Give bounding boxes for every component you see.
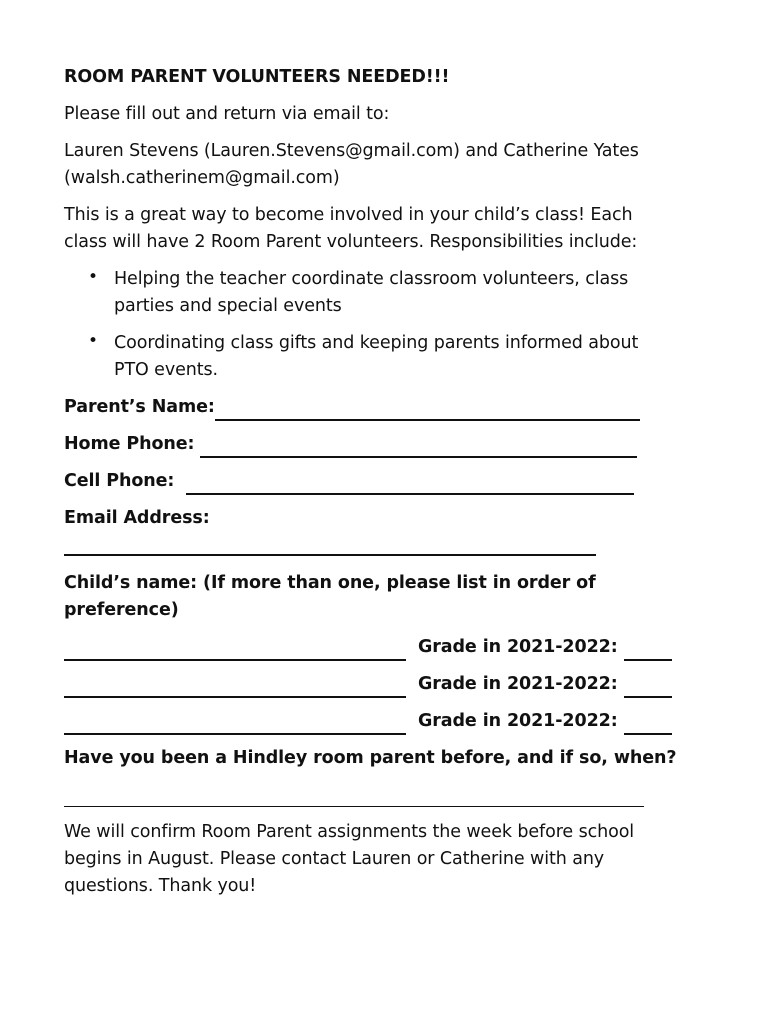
cell-phone-blank[interactable] (186, 474, 634, 495)
responsibility-line: parties and special events (114, 296, 342, 316)
child-prompt-line-1: Child’s name: (If more than one, please list in order of (64, 573, 596, 593)
child-name-blank[interactable] (64, 640, 406, 661)
grade-blank[interactable] (624, 677, 672, 698)
grade-label: Grade in 2021-2022: (418, 711, 618, 731)
responsibility-line: Helping the teacher coordinate classroom volunteers, class (114, 269, 629, 289)
contacts-line-2: (walsh.catherinem@gmail.com) (64, 168, 340, 188)
closing-line-1: We will confirm Room Parent assignments the week before school (64, 822, 635, 842)
bullet-icon: • (88, 267, 99, 287)
email-address-label: Email Address: (64, 508, 210, 528)
responsibility-line: Coordinating class gifts and keeping parents informed about (114, 333, 639, 353)
previous-room-parent-blank[interactable] (64, 772, 644, 807)
parent-name-blank[interactable] (215, 400, 640, 421)
child-row (64, 708, 704, 735)
cell-phone-field (64, 468, 704, 495)
volunteer-form (64, 64, 704, 900)
responsibility-line: PTO events. (114, 360, 219, 380)
home-phone-label: Home Phone: (64, 434, 201, 454)
closing-line-2: begins in August. Please contact Lauren or Catherine with any (64, 849, 605, 869)
responsibilities-list (64, 266, 704, 384)
child-row (64, 671, 704, 698)
child-name-blank[interactable] (64, 677, 406, 698)
responsibility-item (88, 266, 704, 320)
grade-blank[interactable] (624, 640, 672, 661)
closing-line-3: questions. Thank you! (64, 876, 257, 896)
closing-paragraph (64, 819, 704, 900)
form-title: ROOM PARENT VOLUNTEERS NEEDED!!! (64, 67, 450, 87)
parent-name-label: Parent’s Name: (64, 397, 215, 417)
grade-label: Grade in 2021-2022: (418, 674, 618, 694)
home-phone-blank[interactable] (200, 437, 637, 458)
child-name-blank[interactable] (64, 714, 406, 735)
intro-line-2: class will have 2 Room Parent volunteers. Responsibilities include: (64, 232, 638, 252)
contacts-line-1: Lauren Stevens (Lauren.Stevens@gmail.com) and Catherine Yates (64, 141, 639, 161)
contacts-paragraph (64, 138, 704, 192)
email-address-blank[interactable] (64, 532, 596, 556)
child-prompt-line-2: preference) (64, 600, 179, 620)
return-instructions: Please fill out and return via email to: (64, 104, 390, 124)
child-row (64, 634, 704, 661)
home-phone-field (64, 431, 704, 458)
grade-blank[interactable] (624, 714, 672, 735)
parent-name-field (64, 394, 704, 421)
bullet-icon: • (88, 331, 99, 351)
intro-line-1: This is a great way to become involved in your child’s class! Each (64, 205, 633, 225)
cell-phone-label: Cell Phone: (64, 471, 187, 491)
previous-room-parent-question: Have you been a Hindley room parent before, and if so, when? (64, 748, 677, 768)
responsibility-item (88, 330, 704, 384)
child-prompt (64, 570, 704, 624)
grade-label: Grade in 2021-2022: (418, 637, 618, 657)
intro-paragraph (64, 202, 704, 256)
